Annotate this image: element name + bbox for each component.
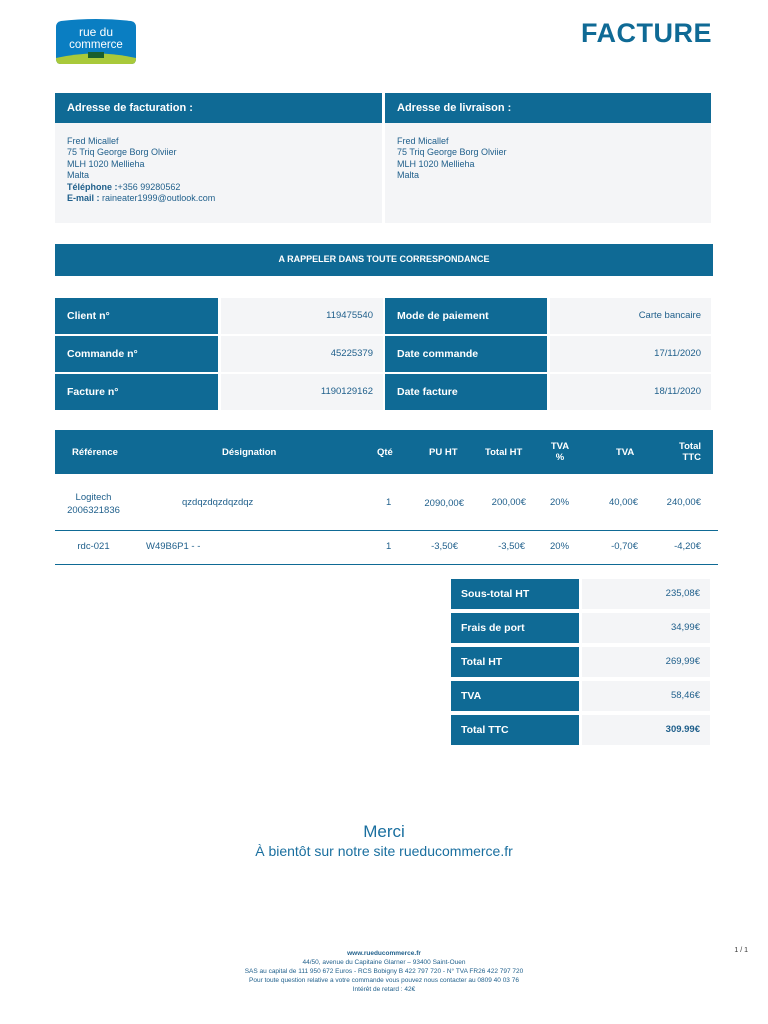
invoice-number-value: 1190129162 [221, 374, 383, 410]
order-date-label: Date commande [385, 336, 547, 372]
col-designation: Désignation [222, 446, 277, 458]
items-table-header [55, 430, 713, 474]
client-number-label: Client n° [55, 298, 218, 334]
page-number: 1 / 1 [734, 947, 748, 954]
shipping-address-heading: Adresse de livraison : [385, 93, 711, 123]
shipping-country: Malta [397, 170, 420, 181]
subtotal-ht-value: 235,08€ [582, 579, 710, 609]
row2-pu-ht: -3,50€ [431, 541, 458, 552]
row2-tva-pct: 20% [550, 541, 570, 552]
row2-reference: rdc-021 [77, 541, 110, 552]
row1-reference [55, 491, 132, 517]
invoice-date-label: Date facture [385, 374, 547, 410]
footer-interest: Intérêt de retard : 42€ [352, 986, 416, 993]
phone-label: Téléphone : [67, 181, 118, 192]
billing-address-heading: Adresse de facturation : [55, 93, 382, 123]
col-tva-pct-line2: % [555, 452, 565, 463]
shipping-fee-value: 34,99€ [582, 613, 710, 643]
footer-address: 44/50, avenue du Capitaine Glarner – 93400 Saint-Ouen [302, 959, 466, 966]
row1-tva-pct: 20% [550, 497, 570, 508]
tva-total-label: TVA [451, 681, 579, 711]
col-tva-pct [550, 430, 570, 474]
total-ttc-label: Total TTC [451, 715, 579, 745]
rappel-banner: A RAPPELER DANS TOUTE CORRESPONDANCE [55, 244, 713, 276]
client-number-value: 119475540 [221, 298, 383, 334]
logo-text-line1: rue du [78, 25, 114, 39]
row1-reference-line2: 2006321836 [67, 505, 120, 516]
order-number-value: 45225379 [221, 336, 383, 372]
shipping-name: Fred Micallef [397, 136, 449, 146]
shipping-fee-label: Frais de port [451, 613, 579, 643]
col-total-ttc-line2: TTC [682, 452, 701, 463]
thanks-title: Merci [363, 822, 405, 841]
footer-site-link[interactable]: www.rueducommerce.fr [347, 950, 421, 957]
invoice-number-label: Facture n° [55, 374, 218, 410]
row1-total-ht: 200,00€ [491, 497, 526, 508]
col-total-ttc [675, 430, 701, 474]
row2-total-ht: -3,50€ [498, 541, 525, 552]
row2-qte: 1 [386, 541, 392, 552]
footer-legal: SAS au capital de 111 950 672 Euros - RCS Bobigny B 422 797 720 - N° TVA FR26 422 797 720 [244, 968, 524, 975]
order-date-value: 17/11/2020 [550, 336, 711, 372]
col-tva-pct-line1: TVA [550, 441, 570, 452]
invoice-date-value: 18/11/2020 [550, 374, 711, 410]
billing-street: 75 Triq George Borg Olviier [67, 147, 177, 158]
col-tva: TVA [616, 446, 635, 458]
row1-tva: 40,00€ [608, 497, 638, 508]
total-ttc-value: 309.99€ [582, 715, 710, 745]
col-reference: Référence [72, 446, 118, 458]
shipping-city: MLH 1020 Mellieha [397, 158, 475, 169]
shipping-address-block [385, 123, 711, 223]
billing-email-line [67, 193, 370, 204]
shipping-street: 75 Triq George Borg Olviier [397, 147, 507, 158]
billing-name: Fred Micallef [67, 136, 119, 146]
order-number-label: Commande n° [55, 336, 218, 372]
billing-phone-line [67, 182, 370, 193]
col-qte: Qté [377, 446, 393, 458]
billing-city: MLH 1020 Mellieha [67, 158, 145, 169]
page-title: FACTURE [581, 18, 712, 48]
col-total-ht: Total HT [485, 446, 523, 458]
email-value: raineater1999@outlook.com [99, 193, 216, 204]
row2-tva: -0,70€ [611, 541, 638, 552]
billing-country: Malta [67, 170, 90, 181]
billing-address-block [55, 123, 382, 223]
thanks-subtitle: À bientôt sur notre site rueducommerce.fr [255, 843, 513, 859]
payment-mode-value: Carte bancaire [550, 298, 711, 334]
total-ht-label: Total HT [451, 647, 579, 677]
col-pu-ht: PU HT [429, 446, 458, 458]
row1-qte: 1 [386, 497, 392, 508]
row1-designation: qzdqzdqzdqzdqz [182, 497, 254, 508]
col-total-ttc-line1: Total [679, 441, 701, 452]
row-divider [55, 564, 718, 565]
footer-contact: Pour toute question relative a votre commande vous pouvez nous contacter au 0809 40 03 76 [249, 977, 519, 984]
payment-mode-label: Mode de paiement [385, 298, 547, 334]
phone-value: +356 99280562 [117, 181, 181, 192]
subtotal-ht-label: Sous-total HT [451, 579, 579, 609]
row2-total-ttc: -4,20€ [674, 541, 701, 552]
row-divider [55, 530, 718, 531]
row1-total-ttc: 240,00€ [666, 497, 701, 508]
row1-pu-ht: 2090,00€ [424, 498, 464, 509]
total-ht-value: 269,99€ [582, 647, 710, 677]
rue-du-commerce-logo [55, 19, 137, 65]
row2-designation: W49B6P1 - - [146, 541, 201, 552]
tva-total-value: 58,46€ [582, 681, 710, 711]
logo-text-line2: commerce [69, 39, 123, 51]
email-label: E-mail : [67, 193, 100, 204]
row1-reference-line1: Logitech [75, 492, 112, 503]
